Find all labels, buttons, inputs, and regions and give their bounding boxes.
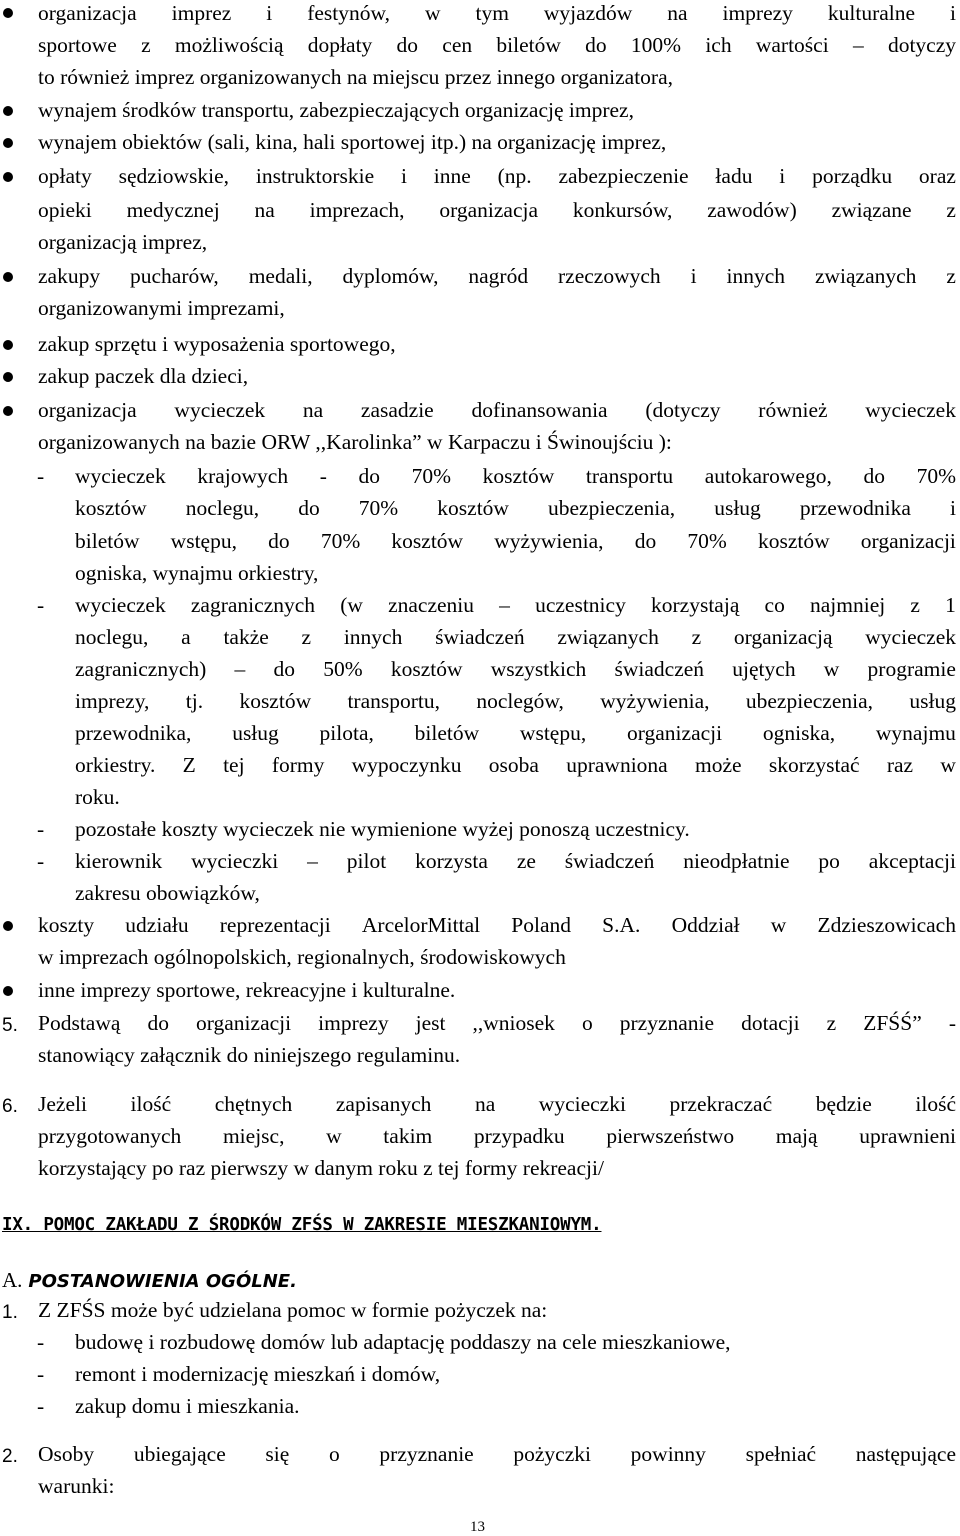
word: biletów <box>75 529 140 553</box>
word: organizacja <box>439 198 539 222</box>
word: imprezy <box>318 1011 389 1035</box>
word: tj. <box>185 689 204 713</box>
word: reprezentacji <box>219 913 331 937</box>
text-line: warunki: <box>38 1474 115 1498</box>
text-line <box>38 400 956 422</box>
word: zawodów) <box>707 198 797 222</box>
word: konkursów, <box>572 198 673 222</box>
word: - <box>319 464 327 488</box>
word: wycieczek <box>75 593 166 617</box>
word: wstępu, <box>519 721 587 745</box>
word: - <box>948 1011 956 1035</box>
word: uprawnieni <box>859 1124 956 1148</box>
word: jest <box>415 1011 446 1035</box>
text-line <box>75 595 956 617</box>
word: o <box>581 1011 593 1035</box>
word: kosztów <box>482 464 555 488</box>
word: inne <box>433 164 471 188</box>
word: po <box>818 849 840 873</box>
text-line <box>75 466 956 488</box>
word: zagranicznych <box>190 593 316 617</box>
word: kulturalne <box>827 1 916 25</box>
word: do <box>147 1011 169 1035</box>
word: a <box>181 625 191 649</box>
word: o <box>328 1442 340 1466</box>
word: raz <box>886 753 914 777</box>
word: organizacji <box>860 529 956 553</box>
word: świadczeń <box>614 657 705 681</box>
text-line <box>38 266 956 288</box>
text-line: to również imprez organizowanych na miejscu przez innego organizatora, <box>38 65 673 89</box>
word: wycieczek <box>174 398 266 422</box>
word: przyznanie <box>379 1442 474 1466</box>
word: ilość <box>130 1092 172 1116</box>
word: imprez <box>171 1 232 25</box>
word: udziału <box>125 913 189 937</box>
word: skorzystać <box>768 753 860 777</box>
text-line: pozostałe koszty wycieczek nie wymienione wyżej ponoszą uczestnicy. <box>75 817 690 841</box>
word: na <box>302 398 324 422</box>
word: biletów <box>414 721 480 745</box>
word: także <box>223 625 269 649</box>
word: kosztów <box>390 657 463 681</box>
word: koszty <box>38 913 95 937</box>
word: noclegu, <box>185 496 260 520</box>
word: zapisanych <box>335 1092 432 1116</box>
word: spełniać <box>745 1442 817 1466</box>
word: wyjazdów <box>543 1 633 25</box>
dash-marker: - <box>37 464 45 488</box>
word: świadczeń <box>564 849 655 873</box>
word: cen <box>442 33 473 57</box>
word: dofinansowania <box>471 398 608 422</box>
word: rzeczowych <box>558 264 661 288</box>
word: instruktorskie <box>255 164 375 188</box>
word: – <box>852 33 864 57</box>
word: na <box>667 1 688 25</box>
text-line: zakup domu i mieszkania. <box>75 1394 300 1418</box>
text-line: wynajem środków transportu, zabezpieczających organizację imprez, <box>38 98 634 122</box>
word: uprawniona <box>566 753 668 777</box>
word: następujące <box>855 1442 956 1466</box>
word: ujętych <box>732 657 796 681</box>
word: – <box>307 849 318 873</box>
word: formy <box>271 753 325 777</box>
word: w <box>326 1124 342 1148</box>
word: Oddział <box>671 913 740 937</box>
word: wartości <box>755 33 829 57</box>
bullet-icon <box>3 138 13 148</box>
word: takim <box>383 1124 433 1148</box>
word: do <box>273 657 295 681</box>
text-line <box>75 531 956 553</box>
word: (np. <box>497 164 532 188</box>
text-line: wynajem obiektów (sali, kina, hali sportowej itp.) na organizację imprez, <box>38 130 667 154</box>
word: innych <box>726 264 786 288</box>
bullet-icon <box>3 172 13 182</box>
bullet-icon <box>3 372 13 382</box>
word: wyżywienia, <box>494 529 604 553</box>
dash-marker: - <box>37 593 45 617</box>
word: do <box>863 464 885 488</box>
text-line: zakup sprzętu i wyposażenia sportowego, <box>38 332 396 356</box>
word: zasadzie <box>360 398 434 422</box>
word: uczestnicy <box>535 593 626 617</box>
word: przekraczać <box>669 1092 773 1116</box>
word: kosztów <box>75 496 147 520</box>
word: Jeżeli <box>38 1092 87 1116</box>
word: będzie <box>815 1092 872 1116</box>
dash-marker: - <box>37 849 45 873</box>
word: kosztów <box>239 689 312 713</box>
bullet-icon <box>3 106 13 116</box>
word: medali, <box>248 264 313 288</box>
word: wypoczynku <box>351 753 462 777</box>
text-line <box>75 755 956 777</box>
word: wstępu, <box>170 529 237 553</box>
word: do <box>298 496 320 520</box>
word: 100% <box>630 33 682 57</box>
word: pierwszeństwo <box>606 1124 735 1148</box>
word: wycieczek <box>75 464 166 488</box>
word: dotyczy <box>887 33 956 57</box>
item-number: 2. <box>2 1446 18 1467</box>
word: wycieczek <box>865 398 956 422</box>
word: i <box>950 1 956 25</box>
word: z <box>946 198 956 222</box>
word: ilość <box>915 1092 956 1116</box>
word: miejsc, <box>222 1124 285 1148</box>
text-line: ogniska, wynajmu orkiestry, <box>75 561 319 585</box>
word: do <box>585 33 607 57</box>
word: możliwością <box>174 33 284 57</box>
word: świadczeń <box>435 625 525 649</box>
dash-marker: - <box>37 1394 45 1418</box>
word: kosztów <box>391 529 464 553</box>
word: usług <box>232 721 279 745</box>
word: dyplomów, <box>342 264 439 288</box>
word: pożyczki <box>513 1442 591 1466</box>
word: przypadku <box>473 1124 565 1148</box>
word: programie <box>867 657 956 681</box>
word: krajowych <box>197 464 289 488</box>
word: dotacji <box>741 1011 800 1035</box>
word: do <box>396 33 419 57</box>
word: – <box>499 593 510 617</box>
word: wyżywienia, <box>600 689 710 713</box>
word: ładu <box>715 164 753 188</box>
word: korzysta <box>415 849 488 873</box>
word: imprezy, <box>75 689 150 713</box>
text-line <box>75 691 956 713</box>
word: na <box>254 198 275 222</box>
text-line <box>38 35 956 57</box>
bullet-icon <box>3 921 13 931</box>
bullet-icon <box>3 406 13 416</box>
dash-marker: - <box>37 817 45 841</box>
word: zagranicznych) <box>75 657 207 681</box>
word: 70% <box>687 529 727 553</box>
bullet-icon <box>3 986 13 996</box>
word: wycieczek <box>865 625 956 649</box>
text-line: inne imprezy sportowe, rekreacyjne i kulturalne. <box>38 978 456 1002</box>
word: związanych <box>557 625 659 649</box>
word: 70% <box>411 464 451 488</box>
text-line <box>75 723 956 745</box>
word: tej <box>223 753 245 777</box>
word: – <box>234 657 246 681</box>
word: do <box>634 529 657 553</box>
word: sportowe <box>38 33 117 57</box>
text-line: organizacją imprez, <box>38 230 208 254</box>
text-line <box>75 498 956 520</box>
word: wycieczki <box>191 849 279 873</box>
word: ArcelorMittal <box>361 913 481 937</box>
word: w <box>940 753 956 777</box>
bullet-icon <box>3 272 13 282</box>
word: powinny <box>630 1442 706 1466</box>
word: Osoby <box>38 1442 95 1466</box>
dash-marker: - <box>37 1330 45 1354</box>
text-line <box>75 627 956 649</box>
subsection-label: A. <box>2 1268 23 1292</box>
word: organizacja <box>38 398 137 422</box>
text-line: korzystający po raz pierwszy w danym roku z tej formy rekreacji/ <box>38 1156 604 1180</box>
text-line: stanowiący załącznik do niniejszego regulaminu. <box>38 1043 461 1067</box>
word: 1 <box>945 593 956 617</box>
word: opieki <box>38 198 92 222</box>
text-line <box>75 659 956 681</box>
word: kierownik <box>75 849 163 873</box>
word: w <box>823 657 840 681</box>
word: w <box>425 1 441 25</box>
word: ,,wniosek <box>472 1011 555 1035</box>
word: imprezy <box>722 1 793 25</box>
word: z <box>301 625 312 649</box>
word: porządku <box>812 164 893 188</box>
word: pilot <box>346 849 387 873</box>
text-line <box>38 1013 956 1035</box>
word: na <box>474 1092 496 1116</box>
text-line <box>38 1126 956 1148</box>
word: pilota, <box>319 721 374 745</box>
word: co <box>764 593 785 617</box>
word: pucharów, <box>130 264 219 288</box>
text-line <box>75 851 956 873</box>
word: opłaty <box>38 164 92 188</box>
word: 70% <box>916 464 956 488</box>
bullet-icon <box>3 340 13 350</box>
word: ZFŚŚ” <box>863 1011 922 1035</box>
subsection-title: POSTANOWIENIA OGÓLNE. <box>28 1271 297 1292</box>
word: również <box>758 398 828 422</box>
word: nagród <box>468 264 529 288</box>
word: najmniej <box>810 593 886 617</box>
word: 70% <box>320 529 361 553</box>
word: w <box>770 913 787 937</box>
word: przewodnika <box>799 496 911 520</box>
text-line: roku. <box>75 785 120 809</box>
word: S.A. <box>602 913 641 937</box>
text-line <box>38 915 956 937</box>
text-line <box>38 1094 956 1116</box>
word: z <box>910 593 920 617</box>
word: oraz <box>918 164 956 188</box>
word: noclegu, <box>75 625 149 649</box>
word: zakupy <box>38 264 101 288</box>
word: Poland <box>511 913 572 937</box>
text-line: organizowanych na bazie ORW ,,Karolinka” w Karpaczu i Świnoujściu ): <box>38 430 672 454</box>
word: związanych <box>814 264 917 288</box>
word: i <box>949 496 956 520</box>
word: z <box>141 33 151 57</box>
text-line <box>38 200 956 222</box>
word: do <box>358 464 380 488</box>
word: noclegów, <box>476 689 564 713</box>
word: ubezpieczenia, <box>745 689 874 713</box>
dash-marker: - <box>37 1362 45 1386</box>
word: biletów <box>496 33 561 57</box>
subsection-heading <box>2 1268 297 1293</box>
word: usług <box>714 496 761 520</box>
text-line: organizowanymi imprezami, <box>38 296 285 320</box>
word: (w <box>340 593 363 617</box>
word: zabezpieczenie <box>558 164 689 188</box>
word: z <box>691 625 702 649</box>
text-line <box>38 3 956 25</box>
word: autokarowego, <box>704 464 832 488</box>
word: nieodpłatnie <box>683 849 790 873</box>
word: Z <box>182 753 196 777</box>
word: osoba <box>488 753 539 777</box>
word: usług <box>909 689 956 713</box>
word: wycieczki <box>538 1092 626 1116</box>
item-number: 6. <box>2 1096 18 1117</box>
bullet-icon <box>3 8 13 18</box>
word: Podstawą <box>38 1011 121 1035</box>
word: innych <box>343 625 403 649</box>
word: 70% <box>358 496 399 520</box>
word: wynajmu <box>875 721 956 745</box>
section-heading: IX. POMOC ZAKŁADU Z ŚRODKÓW ZFŚS W ZAKRESIE MIESZKANIOWYM. <box>2 1215 602 1235</box>
text-line: zakup paczek dla dzieci, <box>38 364 249 388</box>
word: ubezpieczenia, <box>548 496 676 520</box>
item-number: 5. <box>2 1015 18 1036</box>
word: ze <box>516 849 536 873</box>
word: dopłaty <box>307 33 373 57</box>
word: organizacją <box>733 625 833 649</box>
word: mają <box>775 1124 818 1148</box>
word: ubiegające <box>133 1442 226 1466</box>
word: z <box>826 1011 837 1035</box>
word: znaczeniu <box>388 593 474 617</box>
word: i <box>400 164 407 188</box>
text-line: budowę i rozbudowę domów lub adaptację poddaszy na cele mieszkaniowe, <box>75 1330 731 1354</box>
word: medycznej <box>126 198 220 222</box>
word: z <box>946 264 956 288</box>
text-line: remont i modernizację mieszkań i domów, <box>75 1362 441 1386</box>
text-line <box>38 166 956 188</box>
word: orkiestry. <box>75 753 156 777</box>
word: transportu, <box>347 689 441 713</box>
word: i <box>779 164 786 188</box>
word: (dotyczy <box>645 398 721 422</box>
word: wszystkich <box>490 657 587 681</box>
word: i <box>266 1 273 25</box>
word: festynów, <box>307 1 391 25</box>
text-line: w imprezach ogólnopolskich, regionalnych, środowiskowych <box>38 945 566 969</box>
word: organizacji <box>195 1011 292 1035</box>
word: przyznanie <box>619 1011 715 1035</box>
word: może <box>695 753 742 777</box>
word: kosztów <box>757 529 830 553</box>
word: ich <box>705 33 732 57</box>
text-line <box>38 1444 956 1466</box>
word: akceptacji <box>868 849 956 873</box>
word: organizacja <box>38 1 137 25</box>
word: transportu <box>585 464 674 488</box>
word: związane <box>831 198 912 222</box>
word: 50% <box>323 657 363 681</box>
word: tym <box>475 1 509 25</box>
word: sędziowskie, <box>118 164 230 188</box>
word: przygotowanych <box>38 1124 182 1148</box>
word: chętnych <box>214 1092 293 1116</box>
word: przewodnika, <box>75 721 192 745</box>
item-number: 1. <box>2 1302 18 1323</box>
word: imprezach, <box>309 198 405 222</box>
text-line: Z ZFŚS może być udzielana pomoc w formie pożyczek na: <box>38 1298 548 1322</box>
text-line: zakresu obowiązków, <box>75 881 260 905</box>
word: kosztów <box>437 496 509 520</box>
word: do <box>268 529 290 553</box>
word: i <box>690 264 697 288</box>
word: Zdzieszowicach <box>817 913 956 937</box>
word: ogniska, <box>762 721 836 745</box>
word: korzystają <box>651 593 740 617</box>
page-number: 13 <box>470 1519 485 1535</box>
word: się <box>265 1442 290 1466</box>
word: organizacji <box>626 721 723 745</box>
